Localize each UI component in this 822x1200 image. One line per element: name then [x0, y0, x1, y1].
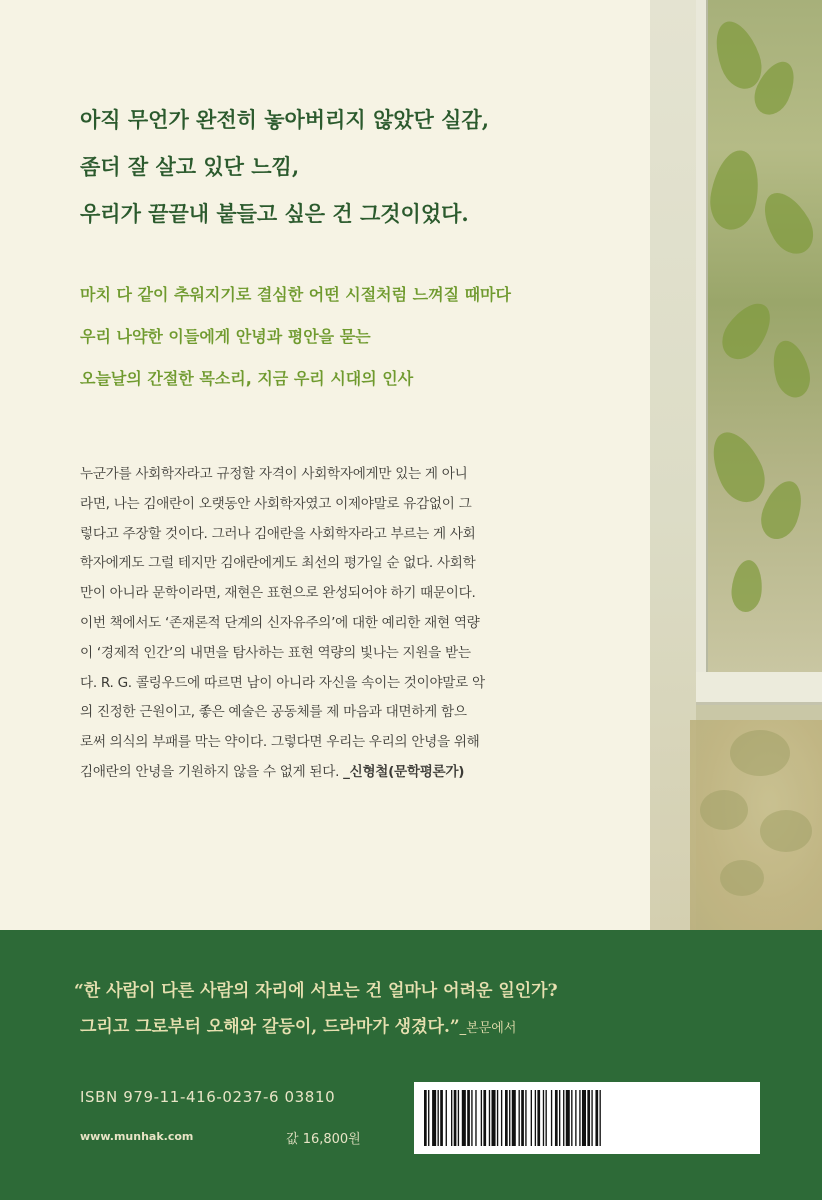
barcode-bar	[535, 1090, 536, 1146]
window-glass	[708, 0, 822, 672]
barcode-bar	[451, 1090, 452, 1146]
headline-line: 아직 무언가 완전히 놓아버리지 않았단 실감,	[80, 107, 490, 132]
barcode-bar	[462, 1090, 466, 1146]
barcode-bar	[600, 1090, 601, 1146]
barcode-bar	[481, 1090, 482, 1146]
barcode-bar	[543, 1090, 544, 1146]
barcode-bar	[489, 1090, 490, 1146]
barcode-bar	[458, 1090, 459, 1146]
review-line: 만이 아니라 문학이라면, 재현은 표현으로 완성되어야 하기 때문이다.	[80, 585, 476, 602]
barcode-bar	[519, 1090, 520, 1146]
publisher-website: www.munhak.com	[80, 1130, 194, 1143]
headline-line: 우리가 끝끝내 붙들고 싶은 건 그것이었다.	[80, 201, 469, 226]
barcode-bar	[501, 1090, 502, 1146]
barcode-bar	[563, 1090, 564, 1146]
barcode-bar	[467, 1090, 470, 1146]
bottom-green-band	[0, 930, 822, 1200]
review-line: 이번 책에서도 ‘존재론적 단계의 신자유주의’에 대한 예리한 재현 역량	[80, 614, 480, 631]
barcode-bar	[566, 1090, 570, 1146]
barcode-bar	[512, 1090, 516, 1146]
barcode-bar	[587, 1090, 590, 1146]
barcode-bar	[492, 1090, 496, 1146]
review-line: 라면, 나는 김애란이 오랫동안 사회학자였고 이제야말로 유감없이 그	[80, 495, 472, 512]
barcode-bars	[424, 1090, 750, 1146]
barcode-bar	[428, 1090, 429, 1146]
barcode-bar	[579, 1090, 580, 1146]
review-line: 이 ‘경제적 인간’의 내면을 탐사하는 표현 역량의 빛나는 지원을 받는	[80, 644, 471, 661]
barcode-bar	[446, 1090, 447, 1146]
subhead-line: 오늘날의 간절한 목소리, 지금 우리 시대의 인사	[80, 369, 414, 388]
subhead-line: 마치 다 같이 추워지기로 결심한 어떤 시절처럼 느껴질 때마다	[80, 285, 511, 304]
review-line-last	[80, 758, 608, 788]
price-label: 값 16,800원	[286, 1132, 361, 1147]
plant-pot	[690, 720, 822, 930]
barcode-bar	[559, 1090, 560, 1146]
headline-text	[80, 96, 640, 237]
barcode-bar	[595, 1090, 598, 1146]
isbn-number: ISBN 979-11-416-0237-6 03810	[80, 1088, 336, 1106]
quote-line: “한 사람이 다른 사람의 자리에 서보는 건 얼마나 어려운 일인가?	[74, 981, 558, 1001]
review-line: 로써 의식의 부패를 막는 약이다. 그렇다면 우리는 우리의 안녕을 위해	[80, 734, 480, 751]
barcode-bar	[531, 1090, 532, 1146]
barcode-bar	[591, 1090, 592, 1146]
barcode-bar	[551, 1090, 552, 1146]
barcode-bar	[440, 1090, 443, 1146]
barcode-bar	[497, 1090, 498, 1146]
subhead-text	[80, 274, 640, 400]
barcode-bar	[475, 1090, 476, 1146]
barcode-bar	[525, 1090, 526, 1146]
barcode-bar	[546, 1090, 547, 1146]
subhead-line: 우리 나약한 이들에게 안녕과 평안을 묻는	[80, 327, 371, 346]
quote-line-text: 그리고 그로부터 오해와 갈등이, 드라마가 생겼다.”	[80, 1017, 460, 1037]
barcode-bar	[521, 1090, 524, 1146]
review-line: 다. R. G. 콜링우드에 따르면 남이 아니라 자신을 속이는 것이야말로 악	[80, 674, 485, 691]
barcode-bar	[424, 1090, 427, 1146]
barcode-bar	[505, 1090, 508, 1146]
barcode-bar	[432, 1090, 436, 1146]
window-frame	[696, 0, 708, 690]
review-line: 학자에게도 그럴 테지만 김애란에게도 최선의 평가일 순 없다. 사회학	[80, 555, 476, 572]
headline-line: 좀더 잘 살고 있단 느낌,	[80, 154, 300, 179]
quote-source: _본문에서	[459, 1021, 517, 1036]
pull-quote	[74, 973, 714, 1047]
barcode-bar	[471, 1090, 472, 1146]
barcode-bar	[509, 1090, 510, 1146]
barcode-bar	[582, 1090, 586, 1146]
review-line-text: 김애란의 안녕을 기원하지 않을 수 없게 된다.	[80, 763, 344, 780]
window-sill	[696, 672, 822, 702]
barcode-bar	[483, 1090, 486, 1146]
barcode	[414, 1082, 760, 1154]
window-painting-illustration	[650, 0, 822, 930]
review-paragraph	[80, 460, 608, 788]
barcode-bar	[571, 1090, 572, 1146]
barcode-bar	[575, 1090, 576, 1146]
review-line: 누군가를 사회학자라고 규정할 자격이 사회학자에게만 있는 게 아니	[80, 466, 468, 482]
review-attribution: _신형철(문학평론가)	[343, 763, 465, 780]
barcode-bar	[454, 1090, 457, 1146]
barcode-bar	[555, 1090, 558, 1146]
barcode-bar	[438, 1090, 439, 1146]
review-line: 의 진정한 근원이고, 좋은 예술은 공동체를 제 마음과 대면하게 함으	[80, 704, 467, 721]
quote-line	[74, 1009, 714, 1047]
review-line: 렇다고 주장할 것이다. 그러나 김애란을 사회학자라고 부르는 게 사회	[80, 525, 476, 542]
barcode-bar	[537, 1090, 540, 1146]
